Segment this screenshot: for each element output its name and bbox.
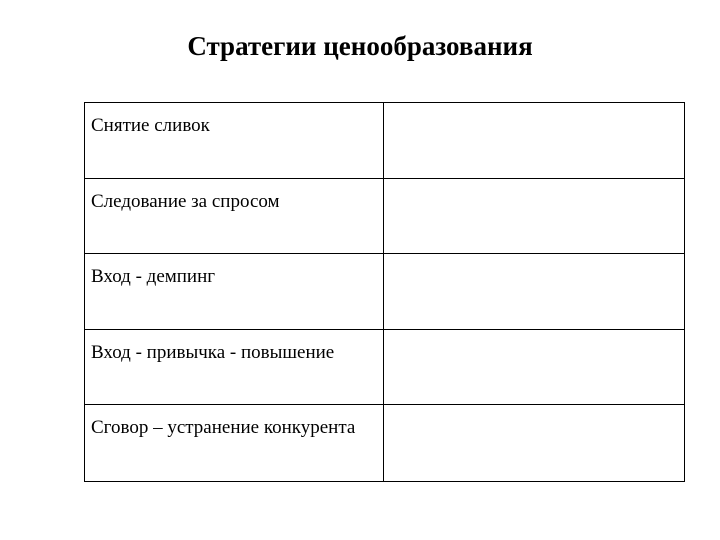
table-row-label: Следование за спросом: [85, 179, 384, 255]
table-row-value: [384, 179, 684, 255]
strategies-table: [84, 102, 685, 482]
slide-title: Стратегии ценообразования: [187, 31, 533, 61]
table-row-value: [384, 103, 684, 179]
table-row-label: Вход - привычка - повышение: [85, 330, 384, 406]
table-row-value: [384, 330, 684, 406]
table-row-label: Сговор – устранение конкурента: [85, 405, 384, 481]
table-row-value: [384, 405, 684, 481]
table-row-label: Снятие сливок: [85, 103, 384, 179]
table-row-value: [384, 254, 684, 330]
table-row-label: Вход - демпинг: [85, 254, 384, 330]
